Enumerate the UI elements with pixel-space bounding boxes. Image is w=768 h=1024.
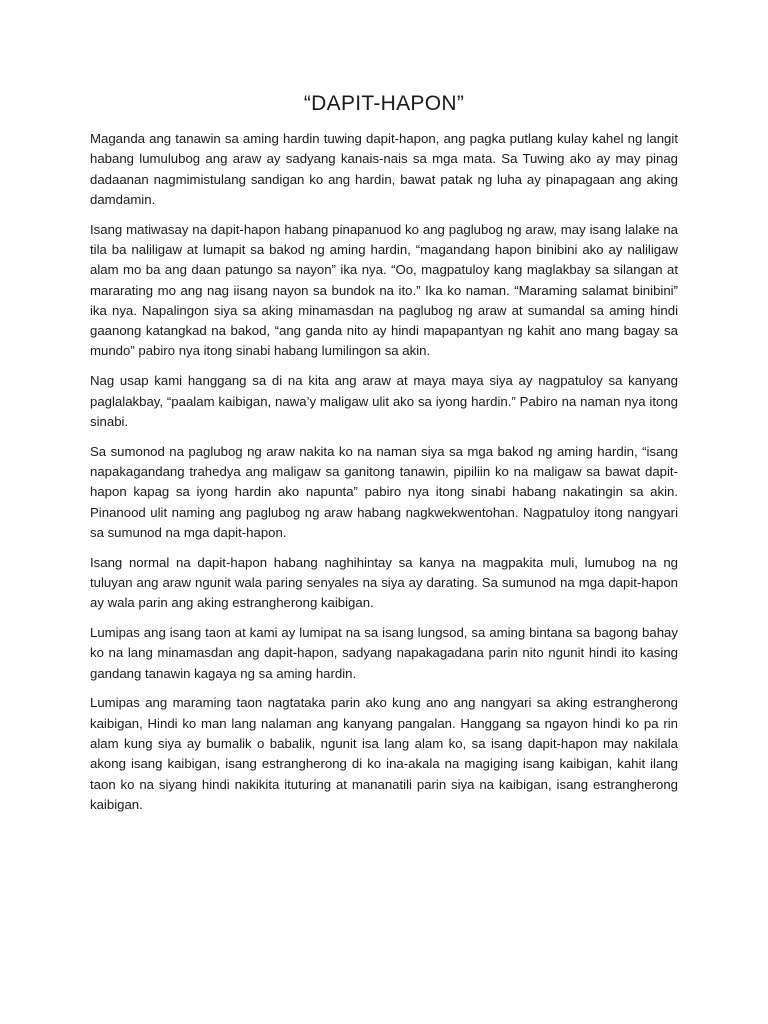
paragraph: Isang matiwasay na dapit-hapon habang pinapanuod ko ang paglubog ng araw, may isang lalake na tila ba naliligaw at lumapit sa bakod ng aming hardin, “magandang hapon binibini ako ay naliligaw alam mo ba ang daan patungo sa nayon” ika nya. “Oo, magpatuloy kang maglakbay sa silangan at mararating mo ang nag iisang nayon sa bundok na ito.” Ika ko naman. “Maraming salamat binibini” ika nya. Napalingon siya sa aking minamasdan na paglubog ng araw at sumandal sa aming hindi gaanong katangkad na bakod, “ang ganda nito ay hindi mapapantyan ng kahit ano mang bagay sa mundo” pabiro nya itong sinabi habang lumilingon sa akin.	[90, 221, 678, 359]
paragraph: Maganda ang tanawin sa aming hardin tuwing dapit-hapon, ang pagka putlang kulay kahel ng langit habang lumulubog ang araw ay sadyang kanais-nais sa mga mata. Sa Tuwing ako ay may pinag dadaanan nagmimistulang sandigan ko ang hardin, bawat patak ng luha ay pinapagaan ang aking damdamin.	[90, 131, 678, 207]
document-body	[90, 129, 678, 815]
paragraph: Lumipas ang maraming taon nagtataka parin ako kung ano ang nangyari sa aking estrangherong kaibigan, Hindi ko man lang nalaman ang kanyang pangalan. Hanggang sa ngayon hindi ko pa rin alam kung siya ay bumalik o babalik, ngunit isa lang alam ko, sa isang dapit-hapon may nakilala akong isang kaibigan, isang estrangherong di ko ina-akala na magiging isang kaibigan, kahit ilang taon ko na siyang hindi nakikita ituturing at mananatili parin siya na kaibigan, isang estrangherong kaibigan.	[90, 695, 678, 812]
document-title: “DAPIT-HAPON”	[303, 92, 465, 115]
paragraph: Sa sumonod na paglubog ng araw nakita ko na naman siya sa mga bakod ng aming hardin, “isang napakagandang trahedya ang maligaw sa ganitong tanawin, pipiliin ko na maligaw sa bawat dapit-hapon kapag sa iyong hardin ako napunta” pabiro nya itong sinabi habang nakatingin sa akin. Pinanood ulit naming ang paglubog ng araw habang nagkwekwentohan. Nagpatuloy itong nangyari sa sumunod na mga dapit-hapon.	[90, 443, 678, 540]
paragraph: Isang normal na dapit-hapon habang naghihintay sa kanya na magpakita muli, lumubog na ng tuluyan ang araw ngunit wala paring senyales na siya ay darating. Sa sumunod na mga dapit-hapon ay wala parin ang aking estrangherong kaibigan.	[90, 554, 678, 611]
paragraph: Lumipas ang isang taon at kami ay lumipat na sa isang lungsod, sa aming bintana sa bagong bahay ko na lang minamasdan ang dapit-hapon, sadyang napakagadana parin nito ngunit hindi ito kasing gandang tanawin kagaya ng sa aming hardin.	[90, 625, 678, 681]
paragraph: Nag usap kami hanggang sa di na kita ang araw at maya maya siya ay nagpatuloy sa kanyang paglalakbay, “paalam kaibigan, nawa’y maligaw ulit ako sa iyong hardin.” Pabiro na naman nya itong sinabi.	[90, 373, 678, 429]
document-page	[90, 91, 678, 825]
